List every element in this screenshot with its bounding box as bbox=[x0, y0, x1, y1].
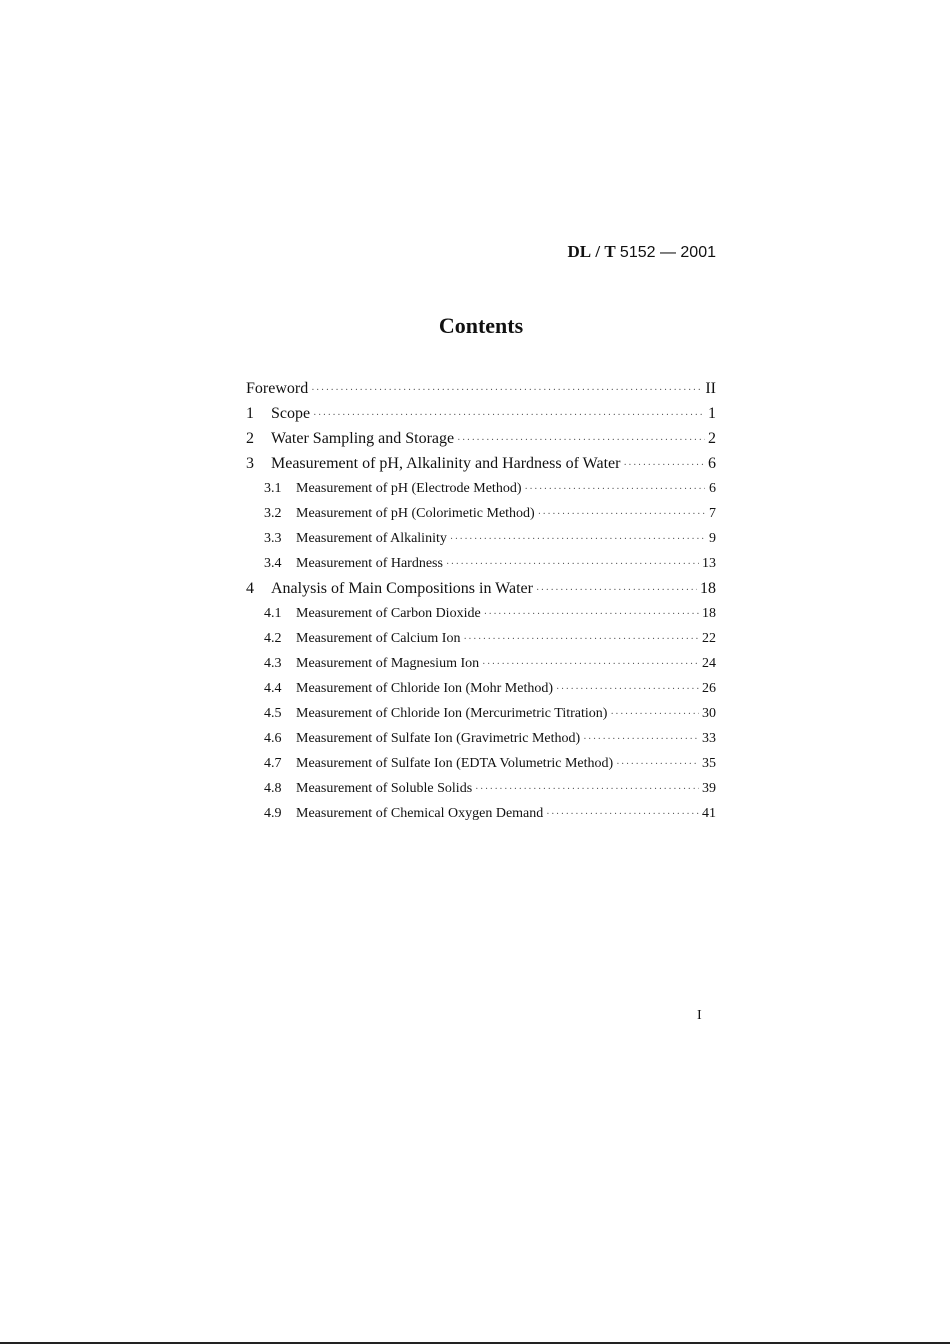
code-number: 5152 — 2001 bbox=[619, 244, 716, 261]
toc-entry-number: 4.8 bbox=[264, 781, 282, 796]
dot-leader bbox=[610, 702, 699, 727]
toc-entry[interactable] bbox=[246, 551, 716, 576]
toc-entry-number: 4.2 bbox=[264, 631, 282, 646]
toc-entry-page: 7 bbox=[709, 506, 716, 521]
toc-entry-number: 4.3 bbox=[264, 656, 282, 671]
dot-leader bbox=[482, 652, 699, 677]
table-of-contents bbox=[246, 376, 716, 826]
toc-entry[interactable] bbox=[246, 376, 716, 401]
toc-entry-title: Measurement of Chloride Ion (Mohr Method) bbox=[296, 681, 553, 696]
toc-entry[interactable] bbox=[246, 751, 716, 776]
code-separator: / bbox=[595, 242, 601, 261]
toc-entry-page: 9 bbox=[709, 531, 716, 546]
toc-entry-page: 18 bbox=[702, 606, 716, 621]
dot-leader bbox=[546, 802, 699, 827]
toc-entry-page: 41 bbox=[702, 806, 716, 821]
toc-entry-number: 4.6 bbox=[264, 731, 282, 746]
toc-entry-number: 3.4 bbox=[264, 556, 282, 571]
toc-entry-number: 4 bbox=[246, 580, 254, 597]
toc-entry[interactable] bbox=[246, 601, 716, 626]
toc-entry-title: Measurement of Magnesium Ion bbox=[296, 656, 480, 671]
code-letter: T bbox=[604, 242, 616, 261]
dot-leader bbox=[463, 627, 699, 652]
toc-entry-title: Measurement of Sulfate Ion (EDTA Volumetric Method) bbox=[296, 756, 614, 771]
toc-entry-page: 6 bbox=[708, 455, 716, 472]
toc-entry-title: Water Sampling and Storage bbox=[271, 430, 455, 447]
toc-entry-title: Measurement of Chloride Ion (Mercurimetric Titration) bbox=[296, 706, 608, 721]
toc-entry[interactable] bbox=[246, 576, 716, 601]
toc-entry-page: 24 bbox=[702, 656, 716, 671]
toc-entry[interactable] bbox=[246, 626, 716, 651]
toc-entry-title: Measurement of pH (Electrode Method) bbox=[296, 481, 522, 496]
toc-entry-number: 1 bbox=[246, 405, 254, 422]
toc-entry-number: 3 bbox=[246, 455, 254, 472]
toc-entry-title: Measurement of Sulfate Ion (Gravimetric Method) bbox=[296, 731, 581, 746]
dot-leader bbox=[583, 727, 699, 752]
toc-entry-number: 3.1 bbox=[264, 481, 282, 496]
toc-entry-title: Measurement of pH (Colorimetic Method) bbox=[296, 506, 535, 521]
dot-leader bbox=[446, 552, 699, 577]
toc-entry[interactable] bbox=[246, 726, 716, 751]
dot-leader bbox=[556, 677, 699, 702]
toc-entry-page: 26 bbox=[702, 681, 716, 696]
toc-entry[interactable] bbox=[246, 476, 716, 501]
toc-entry-number: 3.2 bbox=[264, 506, 282, 521]
toc-entry-page: 35 bbox=[702, 756, 716, 771]
dot-leader bbox=[484, 602, 699, 627]
toc-entry[interactable] bbox=[246, 526, 716, 551]
toc-entry-number: 4.4 bbox=[264, 681, 282, 696]
toc-entry-page: 18 bbox=[700, 580, 716, 597]
toc-entry-title: Measurement of Carbon Dioxide bbox=[296, 606, 481, 621]
toc-entry-number: 4.9 bbox=[264, 806, 282, 821]
toc-entry-page: 33 bbox=[702, 731, 716, 746]
dot-leader bbox=[616, 752, 699, 777]
toc-entry-title: Measurement of pH, Alkalinity and Hardness of Water bbox=[271, 455, 621, 472]
toc-entry[interactable] bbox=[246, 401, 716, 426]
toc-entry-number: 4.1 bbox=[264, 606, 282, 621]
toc-entry[interactable] bbox=[246, 426, 716, 451]
toc-entry-number: 2 bbox=[246, 430, 254, 447]
toc-entry-page: 2 bbox=[708, 430, 716, 447]
toc-entry-title: Scope bbox=[271, 405, 311, 422]
toc-entry-title: Foreword bbox=[246, 380, 309, 397]
toc-entry-number: 4.5 bbox=[264, 706, 282, 721]
toc-entry[interactable] bbox=[246, 801, 716, 826]
dot-leader bbox=[457, 428, 705, 453]
toc-entry[interactable] bbox=[246, 701, 716, 726]
page-title: Contents bbox=[438, 313, 524, 338]
toc-entry-title: Measurement of Hardness bbox=[296, 556, 443, 571]
toc-entry-number: 4.7 bbox=[264, 756, 282, 771]
dot-leader bbox=[538, 502, 705, 527]
code-prefix: DL bbox=[567, 242, 592, 261]
dot-leader bbox=[475, 777, 699, 802]
toc-entry-title: Analysis of Main Compositions in Water bbox=[271, 580, 533, 597]
toc-entry-title: Measurement of Alkalinity bbox=[296, 531, 447, 546]
dot-leader bbox=[450, 527, 705, 552]
toc-entry-page: II bbox=[705, 380, 716, 397]
dot-leader bbox=[536, 578, 697, 603]
toc-entry[interactable] bbox=[246, 776, 716, 801]
dot-leader bbox=[623, 453, 705, 478]
toc-entry[interactable] bbox=[246, 501, 716, 526]
toc-entry-page: 22 bbox=[702, 631, 716, 646]
toc-entry-title: Measurement of Calcium Ion bbox=[296, 631, 461, 646]
toc-entry[interactable] bbox=[246, 676, 716, 701]
standard-code bbox=[567, 242, 716, 262]
toc-entry-page: 6 bbox=[709, 481, 716, 496]
toc-entry[interactable] bbox=[246, 451, 716, 476]
toc-entry-page: 39 bbox=[702, 781, 716, 796]
toc-entry-title: Measurement of Soluble Solids bbox=[296, 781, 473, 796]
dot-leader bbox=[311, 378, 702, 403]
toc-entry-number: 3.3 bbox=[264, 531, 282, 546]
dot-leader bbox=[524, 477, 705, 502]
page-folio: I bbox=[697, 1008, 702, 1023]
toc-entry[interactable] bbox=[246, 651, 716, 676]
toc-entry-page: 1 bbox=[708, 405, 716, 422]
toc-entry-title: Measurement of Chemical Oxygen Demand bbox=[296, 806, 544, 821]
dot-leader bbox=[313, 403, 705, 428]
toc-entry-page: 30 bbox=[702, 706, 716, 721]
toc-entry-page: 13 bbox=[702, 556, 716, 571]
